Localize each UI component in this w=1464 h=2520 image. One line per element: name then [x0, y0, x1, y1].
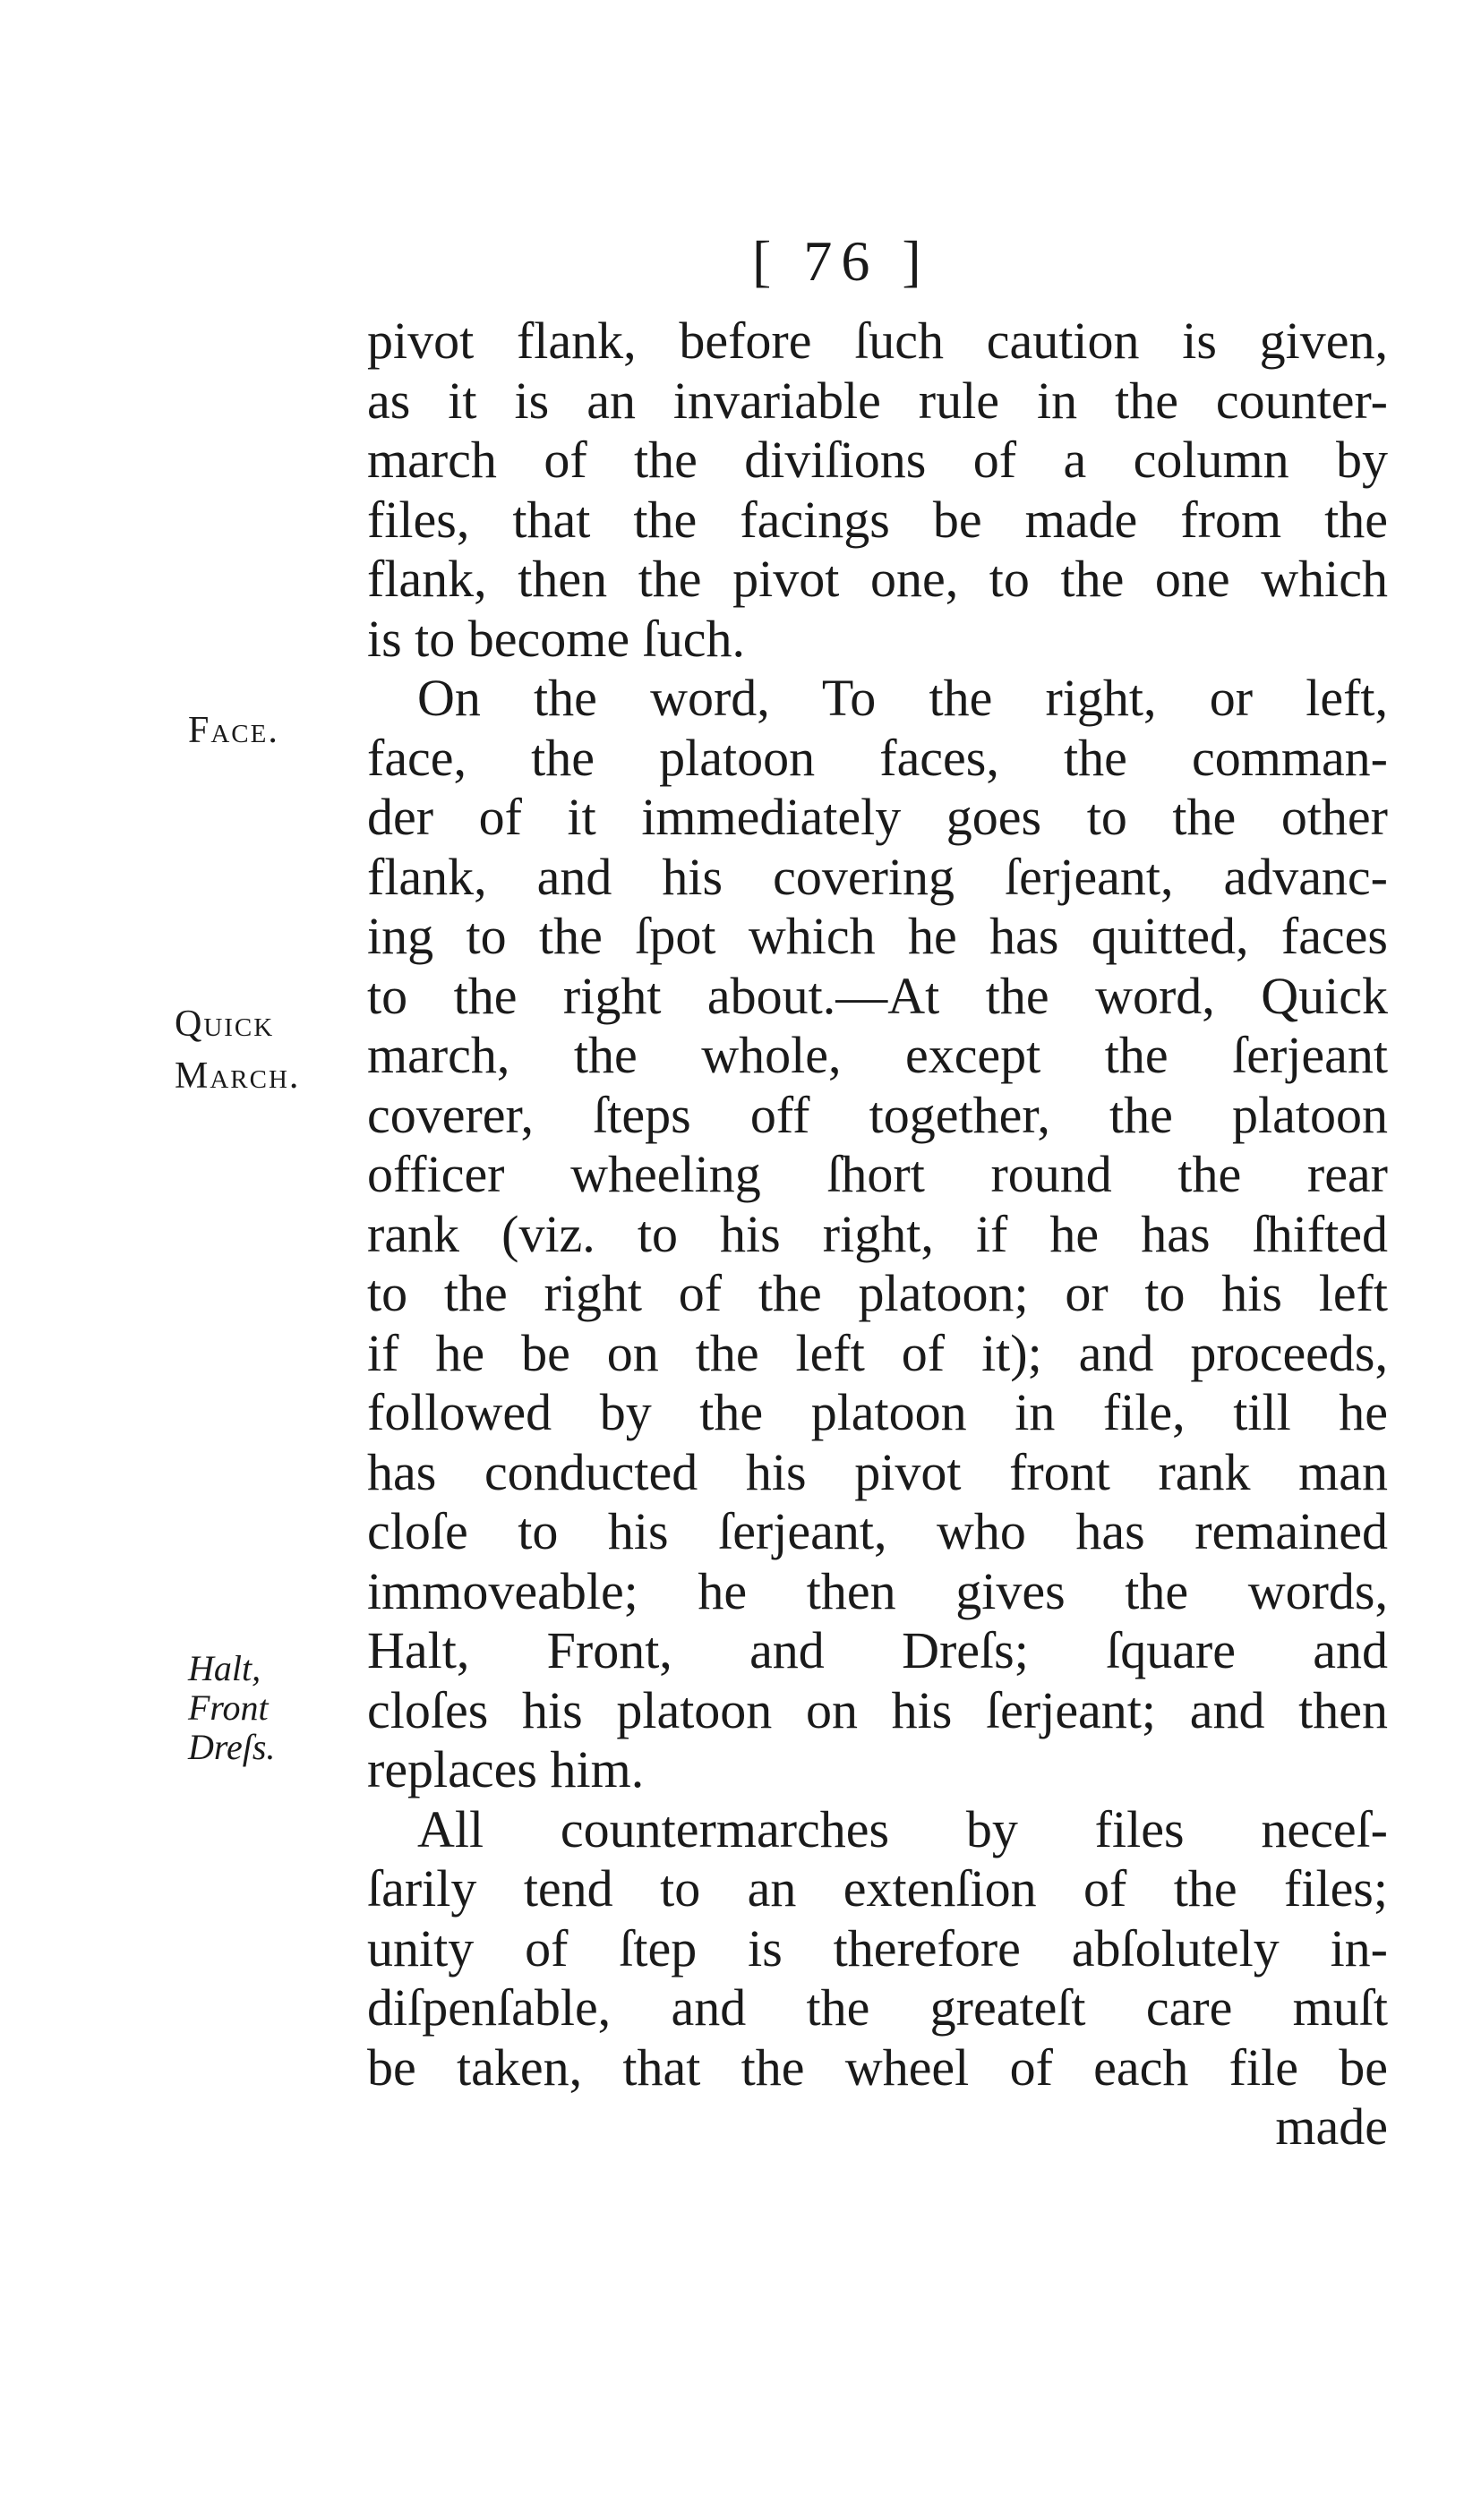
text-line: ing to the ſpot which he has quitted, faces [367, 907, 1388, 965]
text-line: be taken, that the wheel of each file be [367, 2037, 1388, 2097]
text-line: is to become ſuch. [367, 609, 746, 668]
text-line: On the word, To the right, or left, [417, 669, 1388, 727]
margin-note-front: Front [188, 1687, 269, 1728]
text-line: followed by the platoon in file, till he [367, 1383, 1388, 1441]
text-line: All countermarches by files neceſ- [417, 1799, 1388, 1858]
text-line: ſarily tend to an extenſion of the files; [367, 1859, 1388, 1918]
text-line: replaces him. [367, 1740, 645, 1798]
text-line: flank, then the pivot one, to the one which [367, 550, 1388, 608]
text-line: coverer, ſteps off together, the platoon [367, 1085, 1388, 1144]
body-text [367, 312, 1388, 2157]
text-line: to the right of the platoon; or to his left [367, 1264, 1388, 1322]
text-line: flank, and his covering ſerjeant, advanc- [367, 847, 1388, 906]
margin-note-quick: Quick [175, 1004, 275, 1045]
text-line: rank (viz. to his right, if he has ſhifted [367, 1204, 1388, 1263]
text-line: unity of ſtep is therefore abſolutely in- [367, 1918, 1388, 1978]
text-line: diſpenſable, and the greateſt care muſt [367, 1978, 1388, 2037]
margin-note-dress: Dreſs. [188, 1727, 276, 1767]
text-line: face, the platoon faces, the comman- [367, 728, 1388, 787]
text-line: has conducted his pivot front rank man [367, 1442, 1388, 1501]
text-line: immoveable; he then gives the words, [367, 1561, 1388, 1620]
page-number: [ 76 ] [752, 229, 930, 293]
text-line: files, that the facings be made from the [367, 490, 1388, 549]
text-line: der of it immediately goes to the other [367, 788, 1388, 846]
margin-note-march: March. [175, 1055, 301, 1097]
catchword: made [1275, 2097, 1388, 2156]
margin-note-face: Face. [188, 710, 279, 751]
text-line: as it is an invariable rule in the counter- [367, 371, 1388, 430]
text-line: if he be on the left of it); and proceeds, [367, 1323, 1388, 1382]
text-line: to the right about.—At the word, Quick [367, 966, 1388, 1025]
margin-note-halt: Halt, [188, 1648, 261, 1688]
text-line: cloſes his platoon on his ſerjeant; and then [367, 1680, 1388, 1739]
text-line: march of the diviſions of a column by [367, 431, 1388, 489]
text-line: Halt, Front, and Dreſs; ſquare and [367, 1621, 1388, 1679]
text-line: march, the whole, except the ſerjeant [367, 1026, 1388, 1084]
text-line: cloſe to his ſerjeant, who has remained [367, 1502, 1388, 1560]
text-line: officer wheeling ſhort round the rear [367, 1145, 1388, 1203]
text-line: pivot flank, before ſuch caution is given, [367, 312, 1388, 370]
